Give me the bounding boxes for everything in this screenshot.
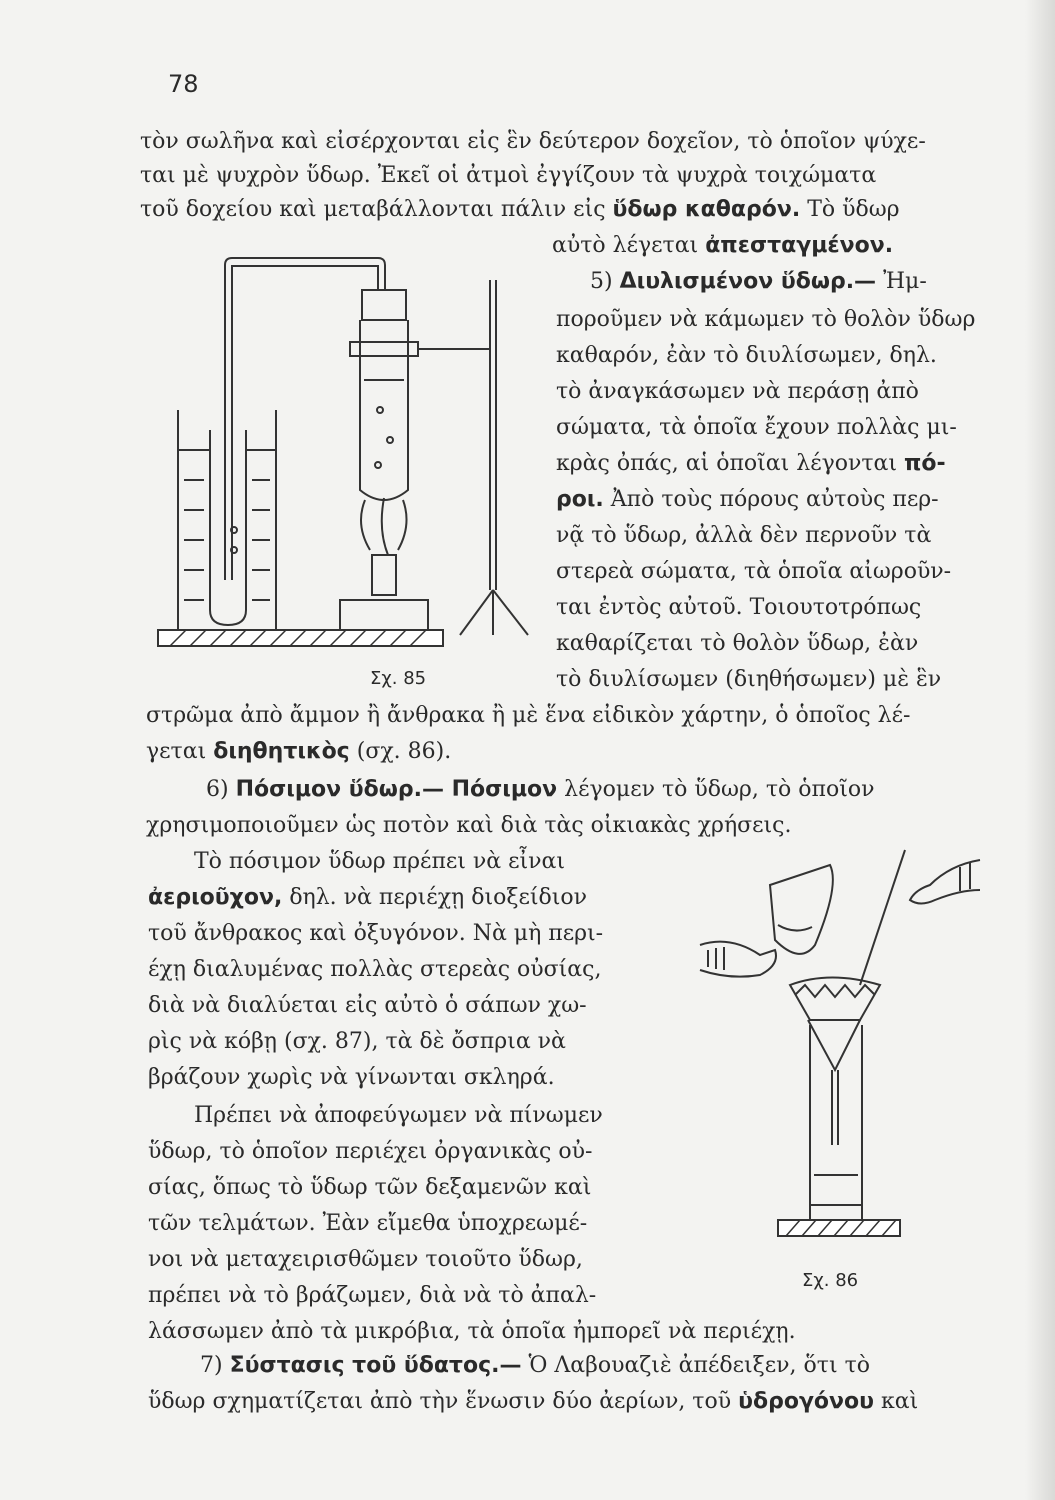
page-number: 78: [168, 70, 199, 98]
text-line: ροι. Ἀπὸ τοὺς πόρους αὐτοὺς περ-: [556, 487, 939, 512]
text-line: ὕδωρ, τὸ ὁποῖον περιέχει ὀργανικὰς οὐ-: [148, 1139, 593, 1164]
text-line: τῶν τελμάτων. Ἐὰν εἴμεθα ὑποχρεωμέ-: [148, 1211, 588, 1236]
text-line: τὸ ἀναγκάσωμεν νὰ περάσῃ ἀπὸ: [556, 379, 919, 404]
text-line: ται μὲ ψυχρὸν ὕδωρ. Ἐκεῖ οἱ ἀτμοὶ ἐγγίζουν τὰ ψυχρὰ τοιχώματα: [140, 163, 877, 188]
text-line: καθαρίζεται τὸ θολὸν ὕδωρ, ἐὰν: [556, 631, 919, 656]
figure-86-filtering-apparatus: [690, 845, 990, 1255]
text-line: στρῶμα ἀπὸ ἄμμον ἢ ἄνθρακα ἢ μὲ ἕνα εἰδικὸν χάρτην, ὁ ὁποῖος λέ-: [146, 703, 911, 728]
text-line: νᾷ τὸ ὕδωρ, ἀλλὰ δὲν περνοῦν τὰ: [556, 523, 932, 548]
text-line: νοι νὰ μεταχειρισθῶμεν τοιοῦτο ὕδωρ,: [148, 1247, 583, 1272]
text-line: ται ἐντὸς αὐτοῦ. Τοιουτοτρόπως: [556, 595, 922, 620]
text-line: τοῦ ἄνθρακος καὶ ὀξυγόνον. Νὰ μὴ περι-: [148, 921, 604, 946]
text-line: τοῦ δοχείου καὶ μεταβάλλονται πάλιν εἰς ὕδωρ καθαρόν. Τὸ ὕδωρ: [140, 197, 900, 222]
text-line: βράζουν χωρὶς νὰ γίνωνται σκληρά.: [148, 1065, 555, 1090]
text-line: Πρέπει νὰ ἀποφεύγωμεν νὰ πίνωμεν: [194, 1103, 603, 1128]
text-line: στερεὰ σώματα, τὰ ὁποῖα αἰωροῦν-: [556, 559, 952, 584]
text-line: τὸ διυλίσωμεν (διηθήσωμεν) μὲ ἓν: [556, 667, 942, 692]
text-line: ρὶς νὰ κόβῃ (σχ. 87), τὰ δὲ ὄσπρια νὰ: [148, 1029, 566, 1054]
figure-85-caption: Σχ. 85: [370, 668, 427, 689]
page-edge-shadow: [1025, 0, 1055, 1500]
text-line: γεται διηθητικὸς (σχ. 86).: [146, 739, 452, 764]
text-line: καθαρόν, ἐὰν τὸ διυλίσωμεν, δηλ.: [556, 343, 937, 368]
section-heading-7: 7) Σύστασις τοῦ ὕδατος.— Ὁ Λαβουαζιὲ ἀπέδειξεν, ὅτι τὸ: [200, 1353, 870, 1378]
text-line: Τὸ πόσιμον ὕδωρ πρέπει νὰ εἶναι: [194, 849, 566, 874]
section-heading-6: 6) Πόσιμον ὕδωρ.— Πόσιμον λέγομεν τὸ ὕδωρ, τὸ ὁποῖον: [206, 777, 875, 802]
text-line: ὕδωρ σχηματίζεται ἀπὸ τὴν ἕνωσιν δύο ἀερίων, τοῦ ὑδρογόνου καὶ: [148, 1389, 919, 1414]
text-line: ἀεριοῦχον, δηλ. νὰ περιέχῃ διοξείδιον: [148, 885, 587, 910]
text-line: κρὰς ὀπάς, αἱ ὁποῖαι λέγονται πό-: [556, 451, 946, 476]
text-line: αὐτὸ λέγεται ἀπεσταγμένον.: [552, 233, 894, 258]
figure-85-distillation-apparatus: [150, 250, 550, 660]
text-line: ποροῦμεν νὰ κάμωμεν τὸ θολὸν ὕδωρ: [556, 307, 976, 332]
text-line: λάσσωμεν ἀπὸ τὰ μικρόβια, τὰ ὁποῖα ἠμπορεῖ νὰ περιέχῃ.: [148, 1319, 796, 1344]
figure-86-caption: Σχ. 86: [802, 1270, 859, 1291]
text-line: έχῃ διαλυμένας πολλὰς στερεὰς οὐσίας,: [148, 957, 602, 982]
text-line: χρησιμοποιοῦμεν ὡς ποτὸν καὶ διὰ τὰς οἰκιακὰς χρήσεις.: [146, 813, 792, 838]
section-heading-5: 5) Διυλισμένον ὕδωρ.— Ἠμ-: [590, 269, 927, 294]
text-line: διὰ νὰ διαλύεται εἰς αὐτὸ ὁ σάπων χω-: [148, 993, 587, 1018]
text-line: σώματα, τὰ ὁποῖα ἔχουν πολλὰς μι-: [556, 415, 957, 440]
text-line: σίας, ὅπως τὸ ὕδωρ τῶν δεξαμενῶν καὶ: [148, 1175, 592, 1200]
text-line: τὸν σωλῆνα καὶ εἰσέρχονται εἰς ἓν δεύτερον δοχεῖον, τὸ ὁποῖον ψύχε-: [140, 129, 926, 154]
text-line: πρέπει νὰ τὸ βράζωμεν, διὰ νὰ τὸ ἀπαλ-: [148, 1283, 597, 1308]
